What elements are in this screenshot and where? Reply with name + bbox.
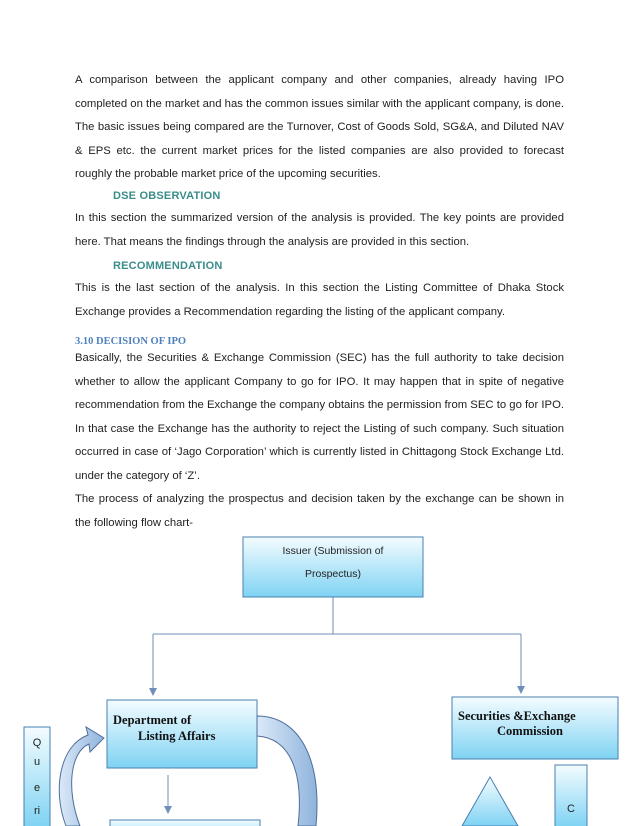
queries-letter-ri: ri bbox=[33, 805, 41, 817]
decision-paragraph-1: Basically, the Securities & Exchange Commission (SEC) has the full authority to take decision whether to allow the applicant Company to go for IPO. It may happen that in spite of negative recommendation from the Exchange the company obtains the permission from SEC to go for IPO. In that case the Exchange has the authority to reject the Listing of such company. Such situation occurred in case of ‘Jago Corporation’ which is currently listed in Chittagong Stock Exchange Ltd. under the category of ‘Z’. bbox=[75, 352, 564, 482]
right-curved-arrow bbox=[257, 716, 317, 826]
left-curved-arrow bbox=[59, 727, 104, 826]
issuer-box-text bbox=[243, 537, 423, 586]
issuer-line-2: Prospectus) bbox=[304, 568, 362, 580]
triangle-shape bbox=[462, 777, 518, 826]
listing-affairs-line-1: Department of bbox=[113, 713, 192, 727]
queries-letter-u: u bbox=[33, 756, 41, 768]
queries-letter-q: Q bbox=[32, 737, 42, 749]
recommendation-heading: RECOMMENDATION bbox=[113, 260, 223, 272]
listing-affairs-line-2: Listing Affairs bbox=[138, 729, 216, 743]
queries-letter-e: e bbox=[33, 782, 41, 794]
right-vertical-box bbox=[555, 765, 587, 826]
dse-observation-heading: DSE OBSERVATION bbox=[113, 190, 221, 202]
sec-line-1: Securities &Exchange bbox=[458, 709, 576, 723]
bottom-box-partial bbox=[110, 820, 260, 826]
right-box-letter: C bbox=[567, 803, 575, 815]
dse-observation-text: In this section the summarized version of the analysis is provided. The key points are provided here. That means the findings through the analysis are provided in this section. bbox=[75, 212, 564, 248]
recommendation-text: This is the last section of the analysis. In this section the Listing Committee of Dhaka Stock Exchange provides a Recommendation regarding the listing of the applicant company. bbox=[75, 282, 564, 318]
intro-paragraph: A comparison between the applicant company and other companies, already having IPO completed on the market and has the common issues similar with the applicant company, is done. The basic issues being compared are the Turnover, Cost of Goods Sold, SG&A, and Diluted NAV & EPS etc. the current market prices for the listed companies are also provided to forecast roughly the probable market price of the upcoming securities. bbox=[75, 74, 564, 181]
decision-of-ipo-heading: 3.10 DECISION OF IPO bbox=[75, 336, 187, 347]
issuer-line-1: Issuer (Submission of bbox=[282, 545, 384, 557]
decision-paragraph-2: The process of analyzing the prospectus and decision taken by the exchange can be shown in the following flow chart- bbox=[75, 493, 564, 529]
sec-line-2: Commission bbox=[497, 724, 563, 738]
